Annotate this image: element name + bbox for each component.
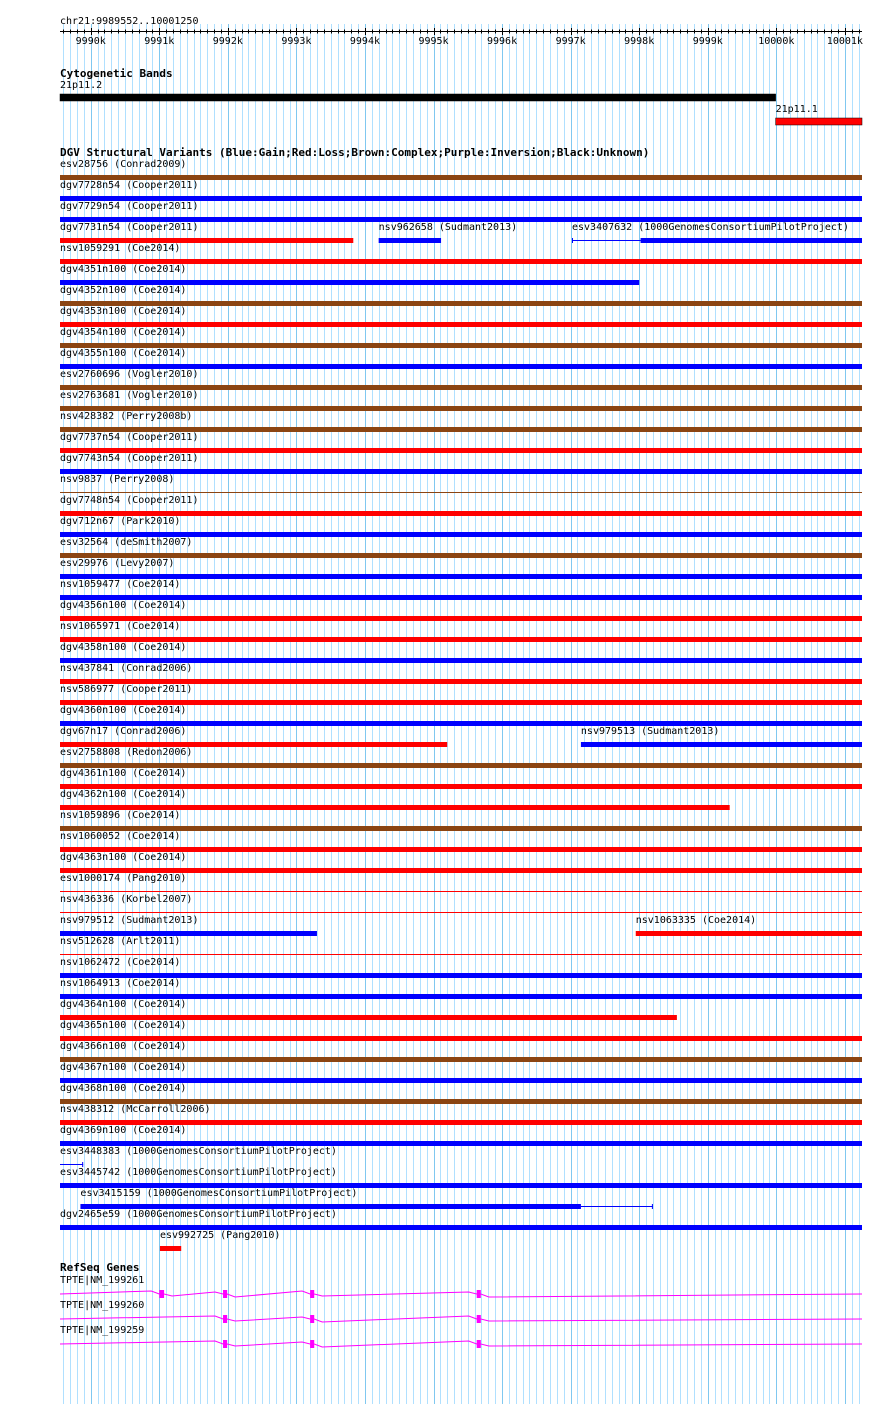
sv-label: esv2763681 (Vogler2010)	[60, 390, 199, 401]
sv-feature	[636, 931, 862, 936]
gene-exon	[223, 1290, 227, 1298]
gene-exon	[310, 1290, 314, 1298]
sv-label: dgv4362n100 (Coe2014)	[60, 789, 187, 800]
sv-label: dgv7748n54 (Cooper2011)	[60, 495, 199, 506]
sv-label: nsv1063335 (Coe2014)	[635, 915, 757, 926]
sv-label: dgv4366n100 (Coe2014)	[60, 1041, 187, 1052]
sv-label: dgv4363n100 (Coe2014)	[60, 852, 187, 863]
sv-label: esv3445742 (1000GenomesConsortiumPilotProject)	[60, 1167, 337, 1178]
sv-label: dgv7743n54 (Cooper2011)	[60, 453, 199, 464]
axis-tick-label: 9994k	[349, 36, 381, 47]
sv-label: nsv428382 (Perry2008b)	[60, 411, 193, 422]
track-title-dgv: DGV Structural Variants (Blue:Gain;Red:Loss;Brown:Complex;Purple:Inversion;Black:Unknown)	[60, 146, 650, 159]
sv-label: dgv4369n100 (Coe2014)	[60, 1125, 187, 1136]
gene-exon	[223, 1340, 227, 1348]
axis-tick-label: 9997k	[555, 36, 586, 47]
sv-label: nsv586977 (Cooper2011)	[60, 684, 193, 695]
cytoband	[60, 94, 776, 101]
axis-tick-label: 9998k	[624, 36, 655, 47]
sv-label: dgv4356n100 (Coe2014)	[60, 600, 187, 611]
sv-label: nsv962658 (Sudmant2013)	[378, 222, 518, 233]
sv-label: nsv1062472 (Coe2014)	[60, 957, 181, 968]
sv-label: nsv979512 (Sudmant2013)	[60, 915, 199, 926]
track-title-refseq: RefSeq Genes	[60, 1261, 140, 1274]
gene-label: TPTE|NM_199261	[60, 1275, 145, 1286]
cytoband	[776, 118, 862, 125]
gene-exon	[159, 1290, 164, 1298]
sv-label: esv28756 (Conrad2009)	[60, 159, 187, 170]
sv-label: esv3407632 (1000GenomesConsortiumPilotProject)	[571, 222, 849, 233]
sv-label: nsv437841 (Conrad2006)	[60, 663, 193, 674]
sv-label: esv992725 (Pang2010)	[159, 1230, 281, 1241]
sv-label: nsv1059291 (Coe2014)	[60, 243, 181, 254]
sv-feature	[160, 1246, 181, 1251]
gene-exon	[310, 1315, 314, 1323]
sv-label: esv32564 (deSmith2007)	[60, 537, 193, 548]
sv-label: dgv4367n100 (Coe2014)	[60, 1062, 187, 1073]
sv-label: esv2760696 (Vogler2010)	[60, 369, 199, 380]
sv-label: nsv979513 (Sudmant2013)	[580, 726, 720, 737]
axis-tick-label: 10000k	[758, 36, 795, 47]
gene-exon	[310, 1340, 314, 1348]
sv-label: dgv4353n100 (Coe2014)	[60, 306, 187, 317]
region-label: chr21:9989552..10001250	[60, 16, 199, 27]
sv-label: nsv1064913 (Coe2014)	[60, 978, 181, 989]
gene-exon	[477, 1290, 481, 1298]
axis-tick-label: 9990k	[75, 36, 106, 47]
sv-label: nsv436336 (Korbel2007)	[60, 894, 193, 905]
axis-tick-label: 10001k	[826, 36, 863, 47]
sv-label: nsv438312 (McCarroll2006)	[60, 1104, 211, 1115]
sv-label: dgv4355n100 (Coe2014)	[60, 348, 187, 359]
sv-feature	[60, 469, 862, 474]
sv-label: dgv712n67 (Park2010)	[60, 516, 181, 527]
axis-tick-label: 9996k	[487, 36, 518, 47]
sv-label: nsv1060052 (Coe2014)	[60, 831, 181, 842]
sv-label: dgv4364n100 (Coe2014)	[60, 999, 187, 1010]
sv-label: dgv4361n100 (Coe2014)	[60, 768, 187, 779]
sv-label: dgv7729n54 (Cooper2011)	[60, 201, 199, 212]
sv-label: nsv1065971 (Coe2014)	[60, 621, 181, 632]
axis-tick-label: 9991k	[144, 36, 175, 47]
sv-feature	[379, 238, 441, 243]
sv-feature	[60, 553, 862, 558]
sv-label: dgv7737n54 (Cooper2011)	[60, 432, 199, 443]
sv-label: nsv1059896 (Coe2014)	[60, 810, 181, 821]
sv-label: esv3448383 (1000GenomesConsortiumPilotProject)	[60, 1146, 337, 1157]
axis-tick-label: 9992k	[212, 36, 243, 47]
sv-label: esv2758808 (Redon2006)	[60, 747, 193, 758]
sv-label: dgv4354n100 (Coe2014)	[60, 327, 187, 338]
sv-label: dgv67n17 (Conrad2006)	[60, 726, 187, 737]
sv-label: dgv2465e59 (1000GenomesConsortiumPilotProject)	[60, 1209, 337, 1220]
sv-label: esv1000174 (Pang2010)	[60, 873, 187, 884]
gene-exon	[477, 1315, 481, 1323]
sv-label: esv29976 (Levy2007)	[60, 558, 175, 569]
sv-label: dgv4360n100 (Coe2014)	[60, 705, 187, 716]
axis-tick-label: 9995k	[418, 36, 449, 47]
gene-exon	[223, 1315, 227, 1323]
sv-label: nsv1059477 (Coe2014)	[60, 579, 181, 590]
sv-label: nsv512628 (Arlt2011)	[60, 936, 181, 947]
axis-tick-label: 9999k	[692, 36, 723, 47]
sv-label: dgv4368n100 (Coe2014)	[60, 1083, 187, 1094]
sv-label: dgv4351n100 (Coe2014)	[60, 264, 187, 275]
gene-exon	[477, 1340, 481, 1348]
sv-feature	[581, 742, 862, 747]
sv-label: nsv9837 (Perry2008)	[60, 474, 175, 485]
band-label: 21p11.2	[60, 80, 103, 91]
track-title-cytobands: Cytogenetic Bands	[60, 67, 173, 80]
axis-tick-label: 9993k	[281, 36, 312, 47]
sv-label: dgv4365n100 (Coe2014)	[60, 1020, 187, 1031]
sv-label: esv3415159 (1000GenomesConsortiumPilotProject)	[80, 1188, 358, 1199]
sv-label: dgv4352n100 (Coe2014)	[60, 285, 187, 296]
sv-label: dgv4358n100 (Coe2014)	[60, 642, 187, 653]
sv-label: dgv7731n54 (Cooper2011)	[60, 222, 199, 233]
gene-label: TPTE|NM_199259	[60, 1325, 145, 1336]
sv-feature	[641, 238, 862, 243]
gene-label: TPTE|NM_199260	[60, 1300, 145, 1311]
sv-label: dgv7728n54 (Cooper2011)	[60, 180, 199, 191]
band-label: 21p11.1	[775, 104, 818, 115]
